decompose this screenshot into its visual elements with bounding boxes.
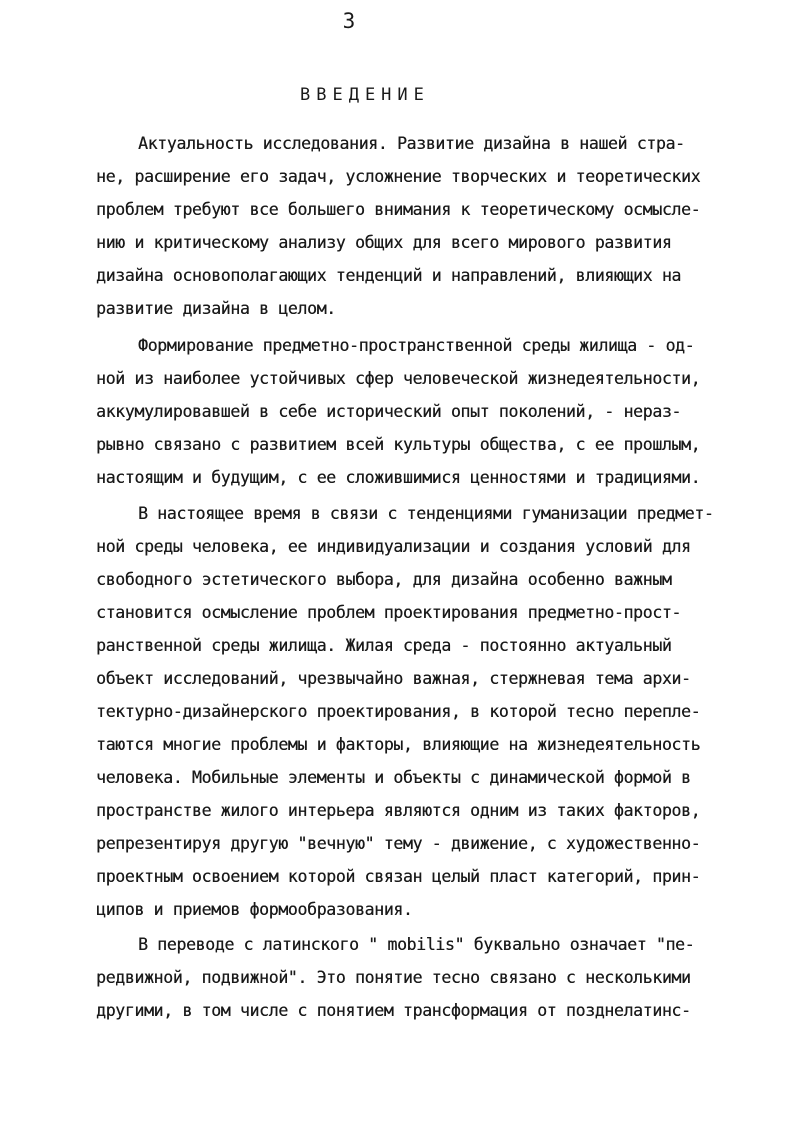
text-line: Актуальность исследования. Развитие дизайна в нашей стра- bbox=[138, 134, 685, 153]
text-line: В переводе с латинского " mobilis" буквально означает "пе- bbox=[138, 935, 695, 954]
text-line: настоящим и будущим, с ее сложившимися ценностями и традициями. bbox=[96, 468, 701, 487]
text-line: ранственной среды жилища. Жилая среда - постоянно актуальный bbox=[96, 636, 672, 655]
text-line: проблем требуют все большего внимания к теоретическому осмысле- bbox=[96, 200, 701, 219]
text-line: Формирование предметно-пространственной среды жилища - од- bbox=[138, 336, 695, 355]
text-line: объект исследований, чрезвычайно важная, стержневая тема архи- bbox=[96, 669, 691, 688]
section-heading: ВВЕДЕНИЕ bbox=[300, 85, 430, 105]
text-line: таются многие проблемы и факторы, влияющие на жизнедеятельность bbox=[96, 735, 701, 754]
text-line: рывно связано с развитием всей культуры общества, с ее прошлым, bbox=[96, 435, 701, 454]
text-line: ной среды человека, ее индивидуализации и создания условий для bbox=[96, 537, 691, 556]
text-line: ципов и приемов формообразования. bbox=[96, 900, 413, 919]
text-line: развитие дизайна в целом. bbox=[96, 299, 336, 318]
text-line: свободного эстетического выбора, для дизайна особенно важным bbox=[96, 570, 672, 589]
text-line: проектным освоением которой связан целый пласт категорий, прин- bbox=[96, 867, 701, 886]
text-line: другими, в том числе с понятием трансформация от позднелатинс- bbox=[96, 1001, 691, 1020]
text-line: нию и критическому анализу общих для всего мирового развития bbox=[96, 233, 672, 252]
text-line: человека. Мобильные элементы и объекты с динамической формой в bbox=[96, 768, 691, 787]
text-line: дизайна основополагающих тенденций и направлений, влияющих на bbox=[96, 266, 682, 285]
text-line: аккумулировавшей в себе исторический опыт поколений, - нераз- bbox=[96, 402, 682, 421]
text-line: пространстве жилого интерьера являются одним из таких факторов, bbox=[96, 801, 701, 820]
page-number: 3 bbox=[342, 9, 356, 33]
text-line: не, расширение его задач, усложнение творческих и теоретических bbox=[96, 167, 701, 186]
text-line: становится осмысление проблем проектирования предметно-прост- bbox=[96, 603, 682, 622]
text-line: тектурно-дизайнерского проектирования, в которой тесно перепле- bbox=[96, 702, 701, 721]
text-line: ной из наиболее устойчивых сфер человеческой жизнедеятельности, bbox=[96, 369, 701, 388]
text-line: репрезентируя другую "вечную" тему - движение, с художественно- bbox=[96, 834, 701, 853]
text-line: В настоящее время в связи с тенденциями гуманизации предмет- bbox=[138, 504, 714, 523]
text-line: редвижной, подвижной". Это понятие тесно связано с несколькими bbox=[96, 968, 691, 987]
